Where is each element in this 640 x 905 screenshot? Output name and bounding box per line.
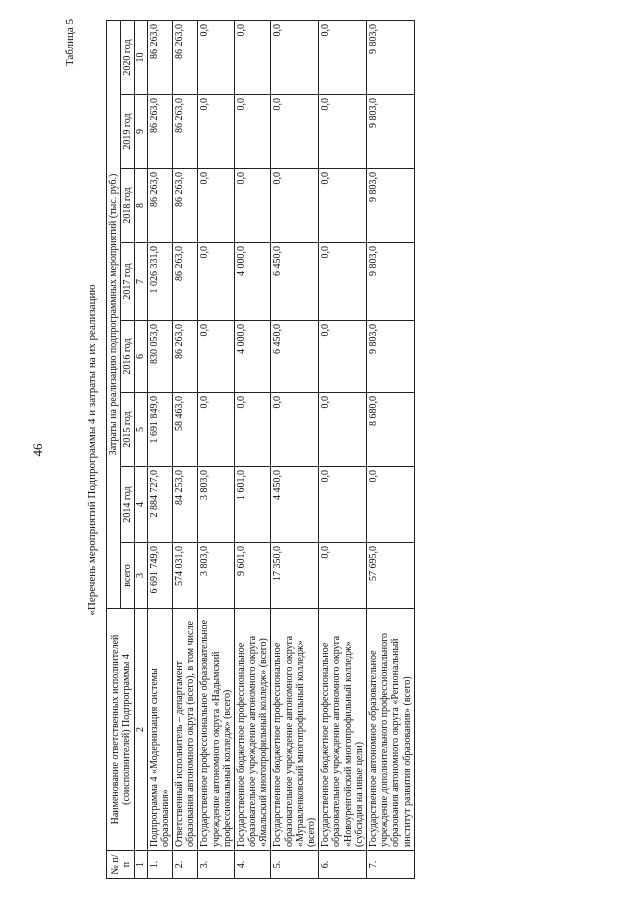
row-value-2014: 0,0	[366, 467, 414, 543]
table-row	[366, 20, 414, 878]
row-value-2019: 9 803,0	[366, 95, 414, 169]
row-value-2017: 9 803,0	[366, 243, 414, 321]
row-value-2014: 3 803,0	[198, 467, 235, 543]
row-value-2014: 1 601,0	[234, 467, 271, 543]
table-row	[271, 20, 319, 878]
row-name: Подпрограмма 4 «Модернизация системы образования»	[147, 609, 172, 851]
row-value-2020: 9 803,0	[366, 20, 414, 94]
row-value-2019: 86 263,0	[172, 95, 197, 169]
row-name: Государственное профессиональное образовательное учреждение автономного округа «Надымский профессиональный колледж» (всего)	[198, 609, 235, 851]
column-number: 2	[135, 609, 147, 851]
column-number: 3	[135, 543, 147, 609]
header-costs: Затраты на реализацию подпрограммных мероприятий (тыс. руб.)	[107, 20, 121, 608]
row-num: 7.	[366, 851, 414, 879]
header-year: 2019 год	[121, 95, 135, 169]
row-value-2019: 0,0	[319, 95, 367, 169]
row-name: Ответственный исполнитель – департамент образования автономного округа (всего), в том числе	[172, 609, 197, 851]
column-number: 7	[135, 243, 147, 321]
row-num: 1.	[147, 851, 172, 879]
row-value-2015: 1 691 849,0	[147, 393, 172, 467]
row-value-2018: 0,0	[198, 169, 235, 243]
row-value-2016: 9 803,0	[366, 321, 414, 393]
row-value-2014: 2 884 727,0	[147, 467, 172, 543]
row-value-2017: 4 000,0	[234, 243, 271, 321]
costs-table	[106, 20, 415, 879]
row-value-2020: 86 263,0	[172, 20, 197, 94]
column-number: 1	[135, 851, 147, 879]
row-value-2019: 0,0	[198, 95, 235, 169]
row-value-2014: 0,0	[319, 467, 367, 543]
row-num: 3.	[198, 851, 235, 879]
row-num: 5.	[271, 851, 319, 879]
header-year: 2014 год	[121, 467, 135, 543]
row-total: 6 691 749,0	[147, 543, 172, 609]
page-number: 46	[30, 443, 45, 457]
row-value-2019: 0,0	[234, 95, 271, 169]
row-value-2017: 6 450,0	[271, 243, 319, 321]
row-value-2016: 0,0	[319, 321, 367, 393]
row-name: Государственное бюджетное профессиональное образовательное учреждение автономного округа «Муравленковский многопрофильный колледж» (всего)	[271, 609, 319, 851]
header-num: № п/п	[107, 851, 135, 879]
header-year: 2016 год	[121, 321, 135, 393]
table-row	[172, 20, 197, 878]
column-number: 8	[135, 169, 147, 243]
header-name: Наименование ответственных исполнителей (соисполнителей) Подпрограммы 4	[107, 609, 135, 851]
column-number: 6	[135, 321, 147, 393]
column-number: 4	[135, 467, 147, 543]
row-total: 3 803,0	[198, 543, 235, 609]
row-value-2015: 0,0	[271, 393, 319, 467]
row-value-2016: 6 450,0	[271, 321, 319, 393]
row-value-2016: 4 000,0	[234, 321, 271, 393]
table-row	[198, 20, 235, 878]
row-total: 17 350,0	[271, 543, 319, 609]
row-value-2018: 0,0	[234, 169, 271, 243]
row-num: 6.	[319, 851, 367, 879]
row-value-2015: 58 463,0	[172, 393, 197, 467]
row-value-2019: 0,0	[271, 95, 319, 169]
row-value-2020: 0,0	[271, 20, 319, 94]
column-number: 9	[135, 95, 147, 169]
row-value-2020: 86 263,0	[147, 20, 172, 94]
column-number: 10	[135, 20, 147, 94]
row-value-2015: 0,0	[234, 393, 271, 467]
row-value-2020: 0,0	[319, 20, 367, 94]
row-total: 574 031,0	[172, 543, 197, 609]
row-name: Государственное бюджетное профессиональное образовательное учреждение автономного округа «Ямальский многопрофильный колледж» (всего)	[234, 609, 271, 851]
row-value-2016: 86 263,0	[172, 321, 197, 393]
row-value-2017: 86 263,0	[172, 243, 197, 321]
row-value-2018: 86 263,0	[172, 169, 197, 243]
header-year: 2017 год	[121, 243, 135, 321]
header-year: 2018 год	[121, 169, 135, 243]
header-year: 2020 год	[121, 20, 135, 94]
table-label: Таблица 5	[64, 19, 76, 67]
row-value-2014: 4 450,0	[271, 467, 319, 543]
row-value-2018: 0,0	[319, 169, 367, 243]
row-value-2015: 8 680,0	[366, 393, 414, 467]
column-number-row	[135, 20, 147, 878]
header-year: 2015 год	[121, 393, 135, 467]
row-value-2017: 0,0	[198, 243, 235, 321]
row-value-2017: 1 026 331,0	[147, 243, 172, 321]
row-value-2014: 84 253,0	[172, 467, 197, 543]
row-value-2016: 0,0	[198, 321, 235, 393]
column-number: 5	[135, 393, 147, 467]
row-value-2018: 0,0	[271, 169, 319, 243]
row-value-2015: 0,0	[198, 393, 235, 467]
row-value-2019: 86 263,0	[147, 95, 172, 169]
row-value-2020: 0,0	[198, 20, 235, 94]
row-name: Государственное автономное образовательное учреждение дополнительного профессионального образования автономного округа «Региональный институт развития образования» (всего)	[366, 609, 414, 851]
row-name: Государственное бюджетное профессиональное образовательное учреждение автономного округа «Новоуренгойский многопрофильный колледж» (субсидия на иные цели)	[319, 609, 367, 851]
document-sheet	[20, 5, 620, 895]
row-num: 2.	[172, 851, 197, 879]
row-value-2015: 0,0	[319, 393, 367, 467]
row-num: 4.	[234, 851, 271, 879]
table-row	[319, 20, 367, 878]
row-value-2020: 0,0	[234, 20, 271, 94]
row-value-2018: 86 263,0	[147, 169, 172, 243]
table-row	[147, 20, 172, 878]
table-row	[234, 20, 271, 878]
row-value-2017: 0,0	[319, 243, 367, 321]
row-total: 57 695,0	[366, 543, 414, 609]
row-value-2016: 830 053,0	[147, 321, 172, 393]
table-caption: «Перечень мероприятий Подпрограммы 4 и затраты на их реализацию	[86, 284, 98, 616]
row-value-2018: 9 803,0	[366, 169, 414, 243]
row-total: 0,0	[319, 543, 367, 609]
header-total: всего	[121, 543, 135, 609]
row-total: 9 601,0	[234, 543, 271, 609]
